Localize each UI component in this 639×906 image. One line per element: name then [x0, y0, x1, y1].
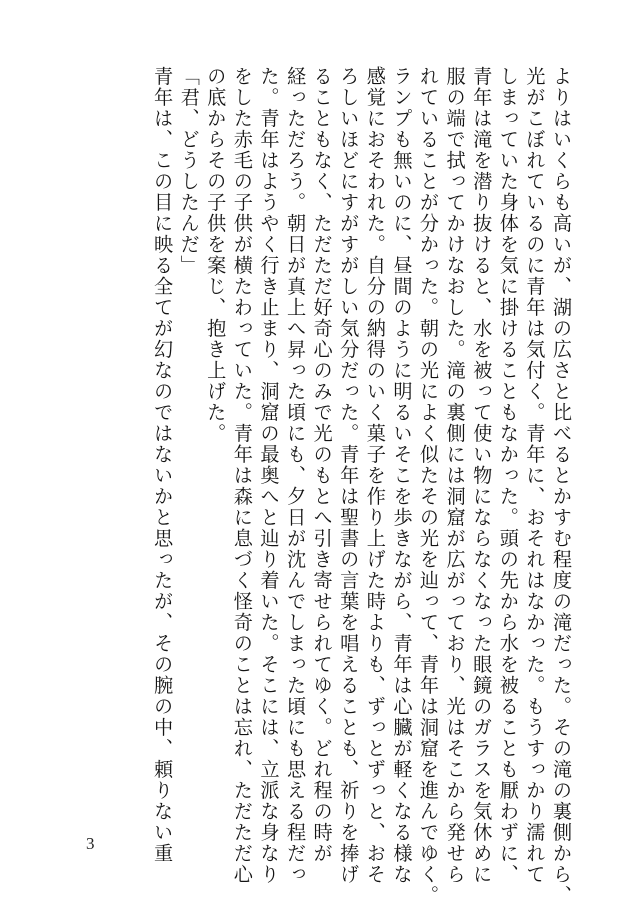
- text-line-2: 光がこぼれているのに青年は気付く。青年に、おそれはなかった。もうすっかり濡れて: [523, 66, 547, 885]
- text-line-16: 青年は、この目に映る全てが幻なのではないかと思ったが、その腕の中、頼りない重: [151, 66, 175, 864]
- vertical-text-body: [149, 66, 575, 906]
- text-line-14: の底からその子供を案じ、抱き上げた。: [204, 66, 228, 444]
- text-line-1: よりはいくらも高いが、湖の広さと比べるとかすむ程度の滝だった。その滝の裏側から、: [550, 66, 573, 906]
- text-line-9: ろしいほどにすがすがしい気分だった。青年は聖書の言葉を唱えることも、祈りを捧げ: [337, 66, 361, 885]
- text-line-11: 経っただろう。朝日が真上へ昇った頃にも、夕日が沈んでしまった頃にも思える程だっ: [284, 66, 308, 885]
- text-line-12: た。青年はようやく行き止まり、洞窟の最奥へと辿り着いた。そこには、立派な身なり: [257, 66, 281, 885]
- dialogue-line: 「君、どうしたんだ」: [177, 66, 201, 276]
- text-line-6: れていることが分かった。朝の光によく似たその光を辿って、青年は洞窟を進んでゆく。: [417, 66, 441, 906]
- text-line-10: ることもなく、ただただ好奇心のみで光のもとへ引き寄せられてゆく。どれ程の時が: [310, 66, 334, 864]
- text-line-4: 青年は滝を潜り抜けると、水を被って使い物にならなくなった眼鏡のガラスを気休めに: [470, 66, 494, 885]
- text-line-5: 服の端で拭ってかけなおした。滝の裏側には洞窟が広がっており、光はそこから発せら: [443, 66, 467, 885]
- text-line-13: をした赤毛の子供が横たわっていた。青年は森に息づく怪奇のことは忘れ、ただただ心: [230, 66, 254, 885]
- text-line-8: 感覚におそわれた。自分の納得のいく菓子を作り上げた時よりも、ずっとずっと、おそ: [363, 66, 387, 885]
- page-number: 3: [86, 834, 95, 853]
- text-line-3: しまっていた身体を気に掛けることもなかった。頭の先から水を被ることも厭わずに、: [496, 66, 520, 885]
- text-line-7: ランプも無いのに、昼間のように明るいそこを歩きながら、青年は心臓が軽くなる様な: [390, 66, 414, 885]
